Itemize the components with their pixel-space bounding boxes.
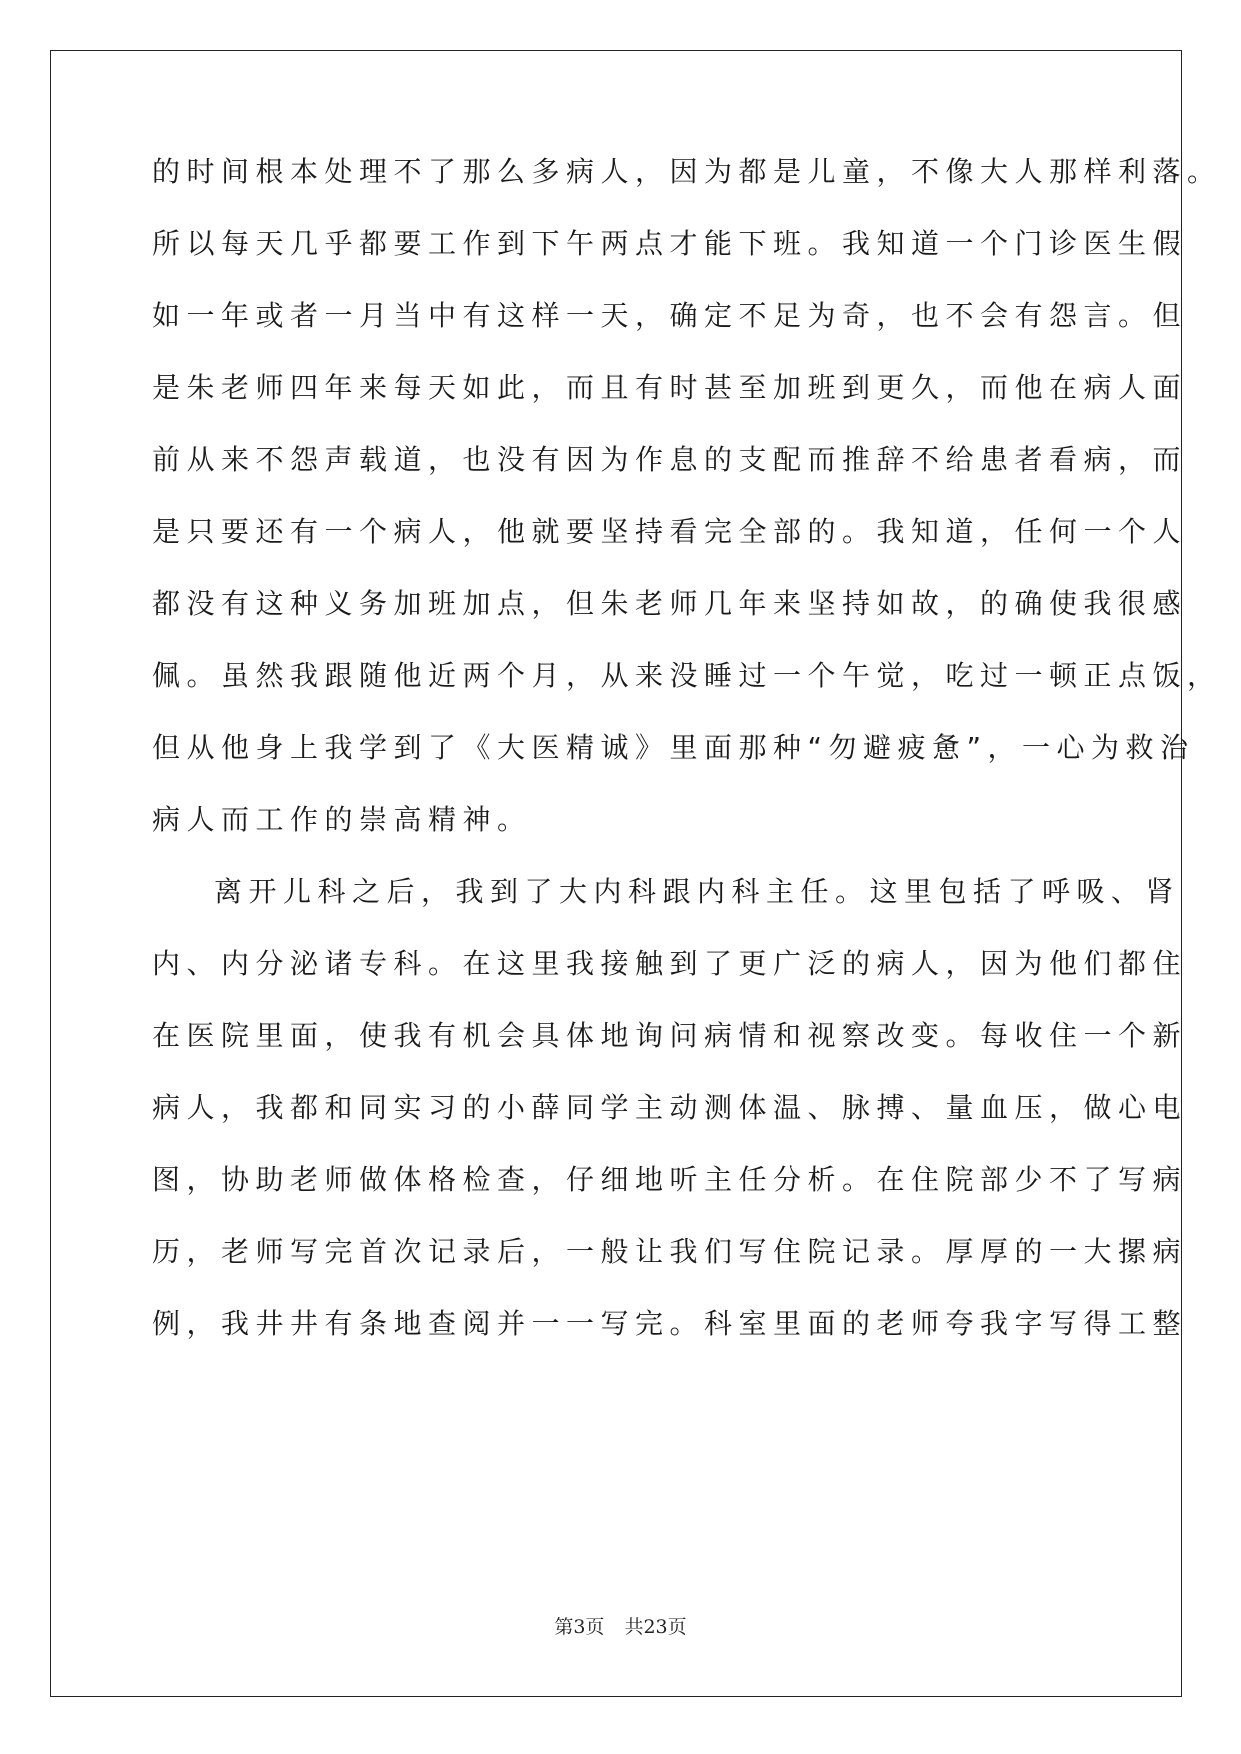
text-line: 病人，我都和同实习的小薛同学主动测体温、脉搏、量血压，做心电 [152,1091,1188,1124]
text-line: 佩。虽然我跟随他近两个月，从来没睡过一个午觉，吃过一顿正点饭， [152,659,1222,692]
text-line: 是朱老师四年来每天如此，而且有时甚至加班到更久，而他在病人面 [152,371,1188,404]
text-line: 病人而工作的崇高精神。 [152,803,532,836]
text-line: 内、内分泌诸专科。在这里我接触到了更广泛的病人，因为他们都住 [152,947,1188,980]
text-line: 是只要还有一个病人，他就要坚持看完全部的。我知道，任何一个人 [152,515,1188,548]
paragraph-first-line: 离开儿科之后，我到了大内科跟内科主任。这里包括了呼吸、肾 [214,875,1181,908]
text-line: 都没有这种义务加班加点，但朱老师几年来坚持如故，的确使我很感 [152,587,1188,620]
text-line: 在医院里面，使我有机会具体地询问病情和视察改变。每收住一个新 [152,1019,1188,1052]
text-line: 所以每天几乎都要工作到下午两点才能下班。我知道一个门诊医生假 [152,227,1188,260]
text-line: 图，协助老师做体格检查，仔细地听主任分析。在住院部少不了写病 [152,1163,1188,1196]
text-line: 但从他身上我学到了《大医精诚》里面那种“勿避疲惫”，一心为救治 [152,731,1195,764]
text-line: 的时间根本处理不了那么多病人，因为都是儿童，不像大人那样利落。 [152,155,1222,188]
text-line: 例，我井井有条地查阅并一一写完。科室里面的老师夸我字写得工整 [152,1307,1188,1340]
text-line: 如一年或者一月当中有这样一天，确定不足为奇，也不会有怨言。但 [152,299,1188,332]
page-number-footer: 第3页 共23页 [554,1616,687,1638]
text-line: 历，老师写完首次记录后，一般让我们写住院记录。厚厚的一大摞病 [152,1235,1188,1268]
text-line: 前从来不怨声载道，也没有因为作息的支配而推辞不给患者看病，而 [152,443,1188,476]
